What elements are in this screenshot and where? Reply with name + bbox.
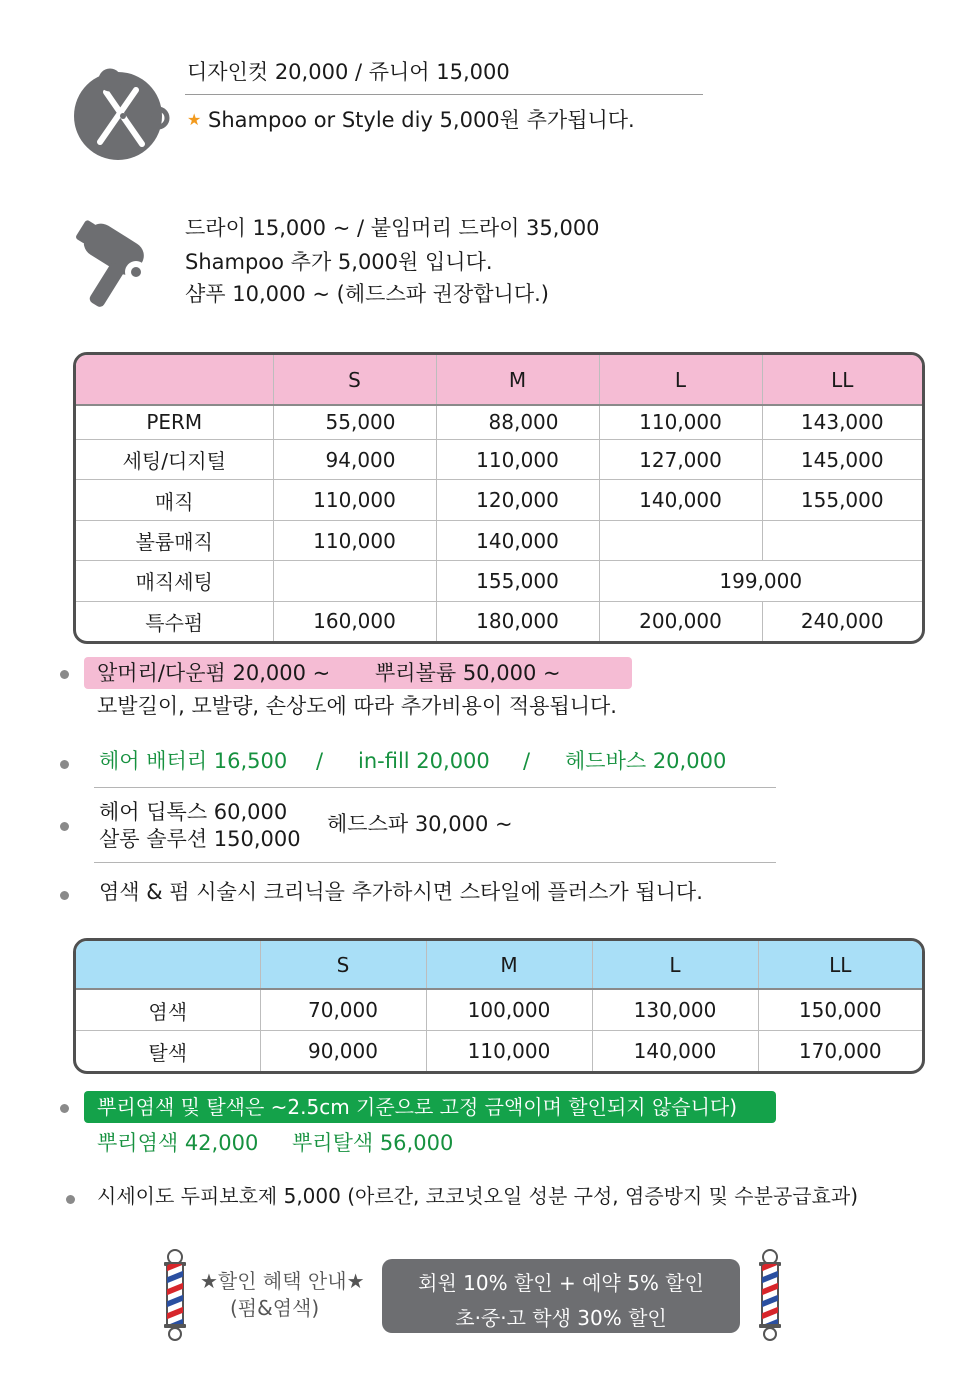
- table-row: [76, 561, 922, 601]
- separator-slash: /: [523, 749, 531, 773]
- price-cell: [599, 520, 762, 560]
- price-cell: 110,000: [273, 480, 436, 520]
- perm-header-s: S: [273, 355, 436, 405]
- root-bleach-price: 뿌리탈색 56,000: [292, 1131, 454, 1155]
- price-cell: 88,000: [436, 405, 599, 439]
- table-row: [76, 520, 922, 560]
- price-cell: 140,000: [436, 520, 599, 560]
- root-color-price: 뿌리염색 42,000: [97, 1131, 259, 1155]
- perm-header-m: M: [436, 355, 599, 405]
- price-cell: 143,000: [762, 405, 922, 439]
- price-cell: 110,000: [426, 1031, 592, 1071]
- head-spa-price: 헤드스파 30,000 ~: [327, 812, 513, 836]
- cut-price-line: 디자인컷 20,000 / 쥬니어 15,000: [187, 60, 510, 84]
- bullet: [60, 1104, 69, 1113]
- salon-solution-price: 살롱 솔루션 150,000: [99, 827, 301, 851]
- cut-note: [187, 108, 635, 133]
- discount-line-1: 회원 10% 할인 + 예약 5% 할인: [418, 1271, 704, 1295]
- row-label: 매직: [76, 480, 273, 520]
- hair-battery-price: 헤어 배터리 16,500: [99, 749, 288, 773]
- color-header-ll: LL: [758, 941, 922, 989]
- price-cell: 140,000: [599, 480, 762, 520]
- detox-price: 헤어 딥톡스 60,000: [99, 800, 288, 824]
- barber-pole-icon: [160, 1248, 190, 1342]
- dry-shampoo-note: Shampoo 추가 5,000원 입니다.: [185, 250, 493, 274]
- bullet: [60, 670, 69, 679]
- color-price-table: [73, 938, 925, 1074]
- table-row: [76, 439, 922, 479]
- bangs-perm-price: 앞머리/다운펌 20,000 ~: [97, 661, 331, 685]
- separator-slash: /: [316, 749, 324, 773]
- color-header-blank: [76, 941, 260, 989]
- price-cell: 90,000: [260, 1031, 426, 1071]
- price-cell: 150,000: [758, 989, 922, 1031]
- row-label: 세팅/디지털: [76, 439, 273, 479]
- price-cell: 145,000: [762, 439, 922, 479]
- price-cell: 55,000: [273, 405, 436, 439]
- shiseido-note: 시세이도 두피보호제 5,000 (아르간, 코코넛오일 성분 구성, 염증방지 및 수분공급효과): [97, 1184, 859, 1208]
- dry-price-line: 드라이 15,000 ~ / 붙임머리 드라이 35,000: [185, 216, 600, 240]
- price-cell: 110,000: [436, 439, 599, 479]
- bullet: [66, 1195, 75, 1204]
- color-header-m: M: [426, 941, 592, 989]
- price-cell: 94,000: [273, 439, 436, 479]
- row-label: 탈색: [76, 1031, 260, 1071]
- bullet: [60, 891, 69, 900]
- table-row: [76, 405, 922, 439]
- cut-note-text: Shampoo or Style diy 5,000원 추가됩니다.: [208, 108, 635, 132]
- discount-subtitle: (펌&염색): [230, 1296, 320, 1320]
- root-banner-text: 뿌리염색 및 탈색은 ~2.5cm 기준으로 고정 금액이며 할인되지 않습니다): [97, 1095, 738, 1119]
- price-cell: 140,000: [592, 1031, 758, 1071]
- scissors-icon: [70, 62, 170, 162]
- bullet: [60, 760, 69, 769]
- price-cell: 160,000: [273, 601, 436, 641]
- price-cell: 155,000: [436, 561, 599, 601]
- color-header-s: S: [260, 941, 426, 989]
- price-cell: 240,000: [800, 609, 884, 634]
- price-cell: 120,000: [436, 480, 599, 520]
- price-cell: 180,000: [436, 601, 599, 641]
- perm-price-table: [73, 352, 925, 644]
- row-label: 볼륨매직: [76, 520, 273, 560]
- root-volume-price: 뿌리볼륨 50,000 ~: [375, 661, 561, 685]
- barber-pole-icon: [755, 1248, 785, 1342]
- perm-header-ll: LL: [762, 355, 922, 405]
- price-cell: 130,000: [592, 989, 758, 1031]
- table-row: [76, 480, 922, 520]
- bullet: [60, 822, 69, 831]
- hair-dryer-icon: [72, 214, 164, 314]
- price-cell: [762, 520, 922, 560]
- discount-box: [382, 1259, 740, 1333]
- table-row: [76, 989, 922, 1031]
- row-label: PERM: [76, 405, 273, 439]
- shampoo-price-line: 샴푸 10,000 ~ (헤드스파 권장합니다.): [185, 282, 549, 306]
- price-cell: 100,000: [426, 989, 592, 1031]
- price-cell: 200,000: [599, 601, 762, 641]
- perm-header-blank: [76, 355, 273, 405]
- table-row: [76, 1031, 922, 1071]
- price-cell: 70,000: [260, 989, 426, 1031]
- star-icon: ★: [187, 110, 202, 129]
- notes-divider: [94, 787, 776, 788]
- clinic-note: 염색 & 펌 시술시 크리닉을 추가하시면 스타일에 플러스가 됩니다.: [99, 880, 703, 904]
- notes-divider: [94, 862, 776, 863]
- row-label: 매직세팅: [76, 561, 273, 601]
- price-cell-merged: 199,000: [599, 561, 922, 601]
- color-header-l: L: [592, 941, 758, 989]
- row-label: 염색: [76, 989, 260, 1031]
- price-cell: 110,000: [273, 520, 436, 560]
- cut-divider: [185, 94, 703, 95]
- discount-line-2: 초·중·고 학생 30% 할인: [455, 1306, 667, 1330]
- table-row: [76, 601, 922, 641]
- infill-price: in-fill 20,000: [358, 749, 490, 773]
- row-label: 특수펌: [76, 601, 273, 641]
- price-cell: 127,000: [599, 439, 762, 479]
- perm-header-l: L: [599, 355, 762, 405]
- price-cell: 155,000: [762, 480, 922, 520]
- price-cell: [273, 561, 436, 601]
- extra-cost-note: 모발길이, 모발량, 손상도에 따라 추가비용이 적용됩니다.: [97, 694, 617, 718]
- price-cell: 110,000: [599, 405, 762, 439]
- discount-title: ★할인 혜택 안내★: [200, 1269, 365, 1293]
- head-bath-price: 헤드바스 20,000: [565, 749, 727, 773]
- price-cell: 170,000: [798, 1039, 882, 1064]
